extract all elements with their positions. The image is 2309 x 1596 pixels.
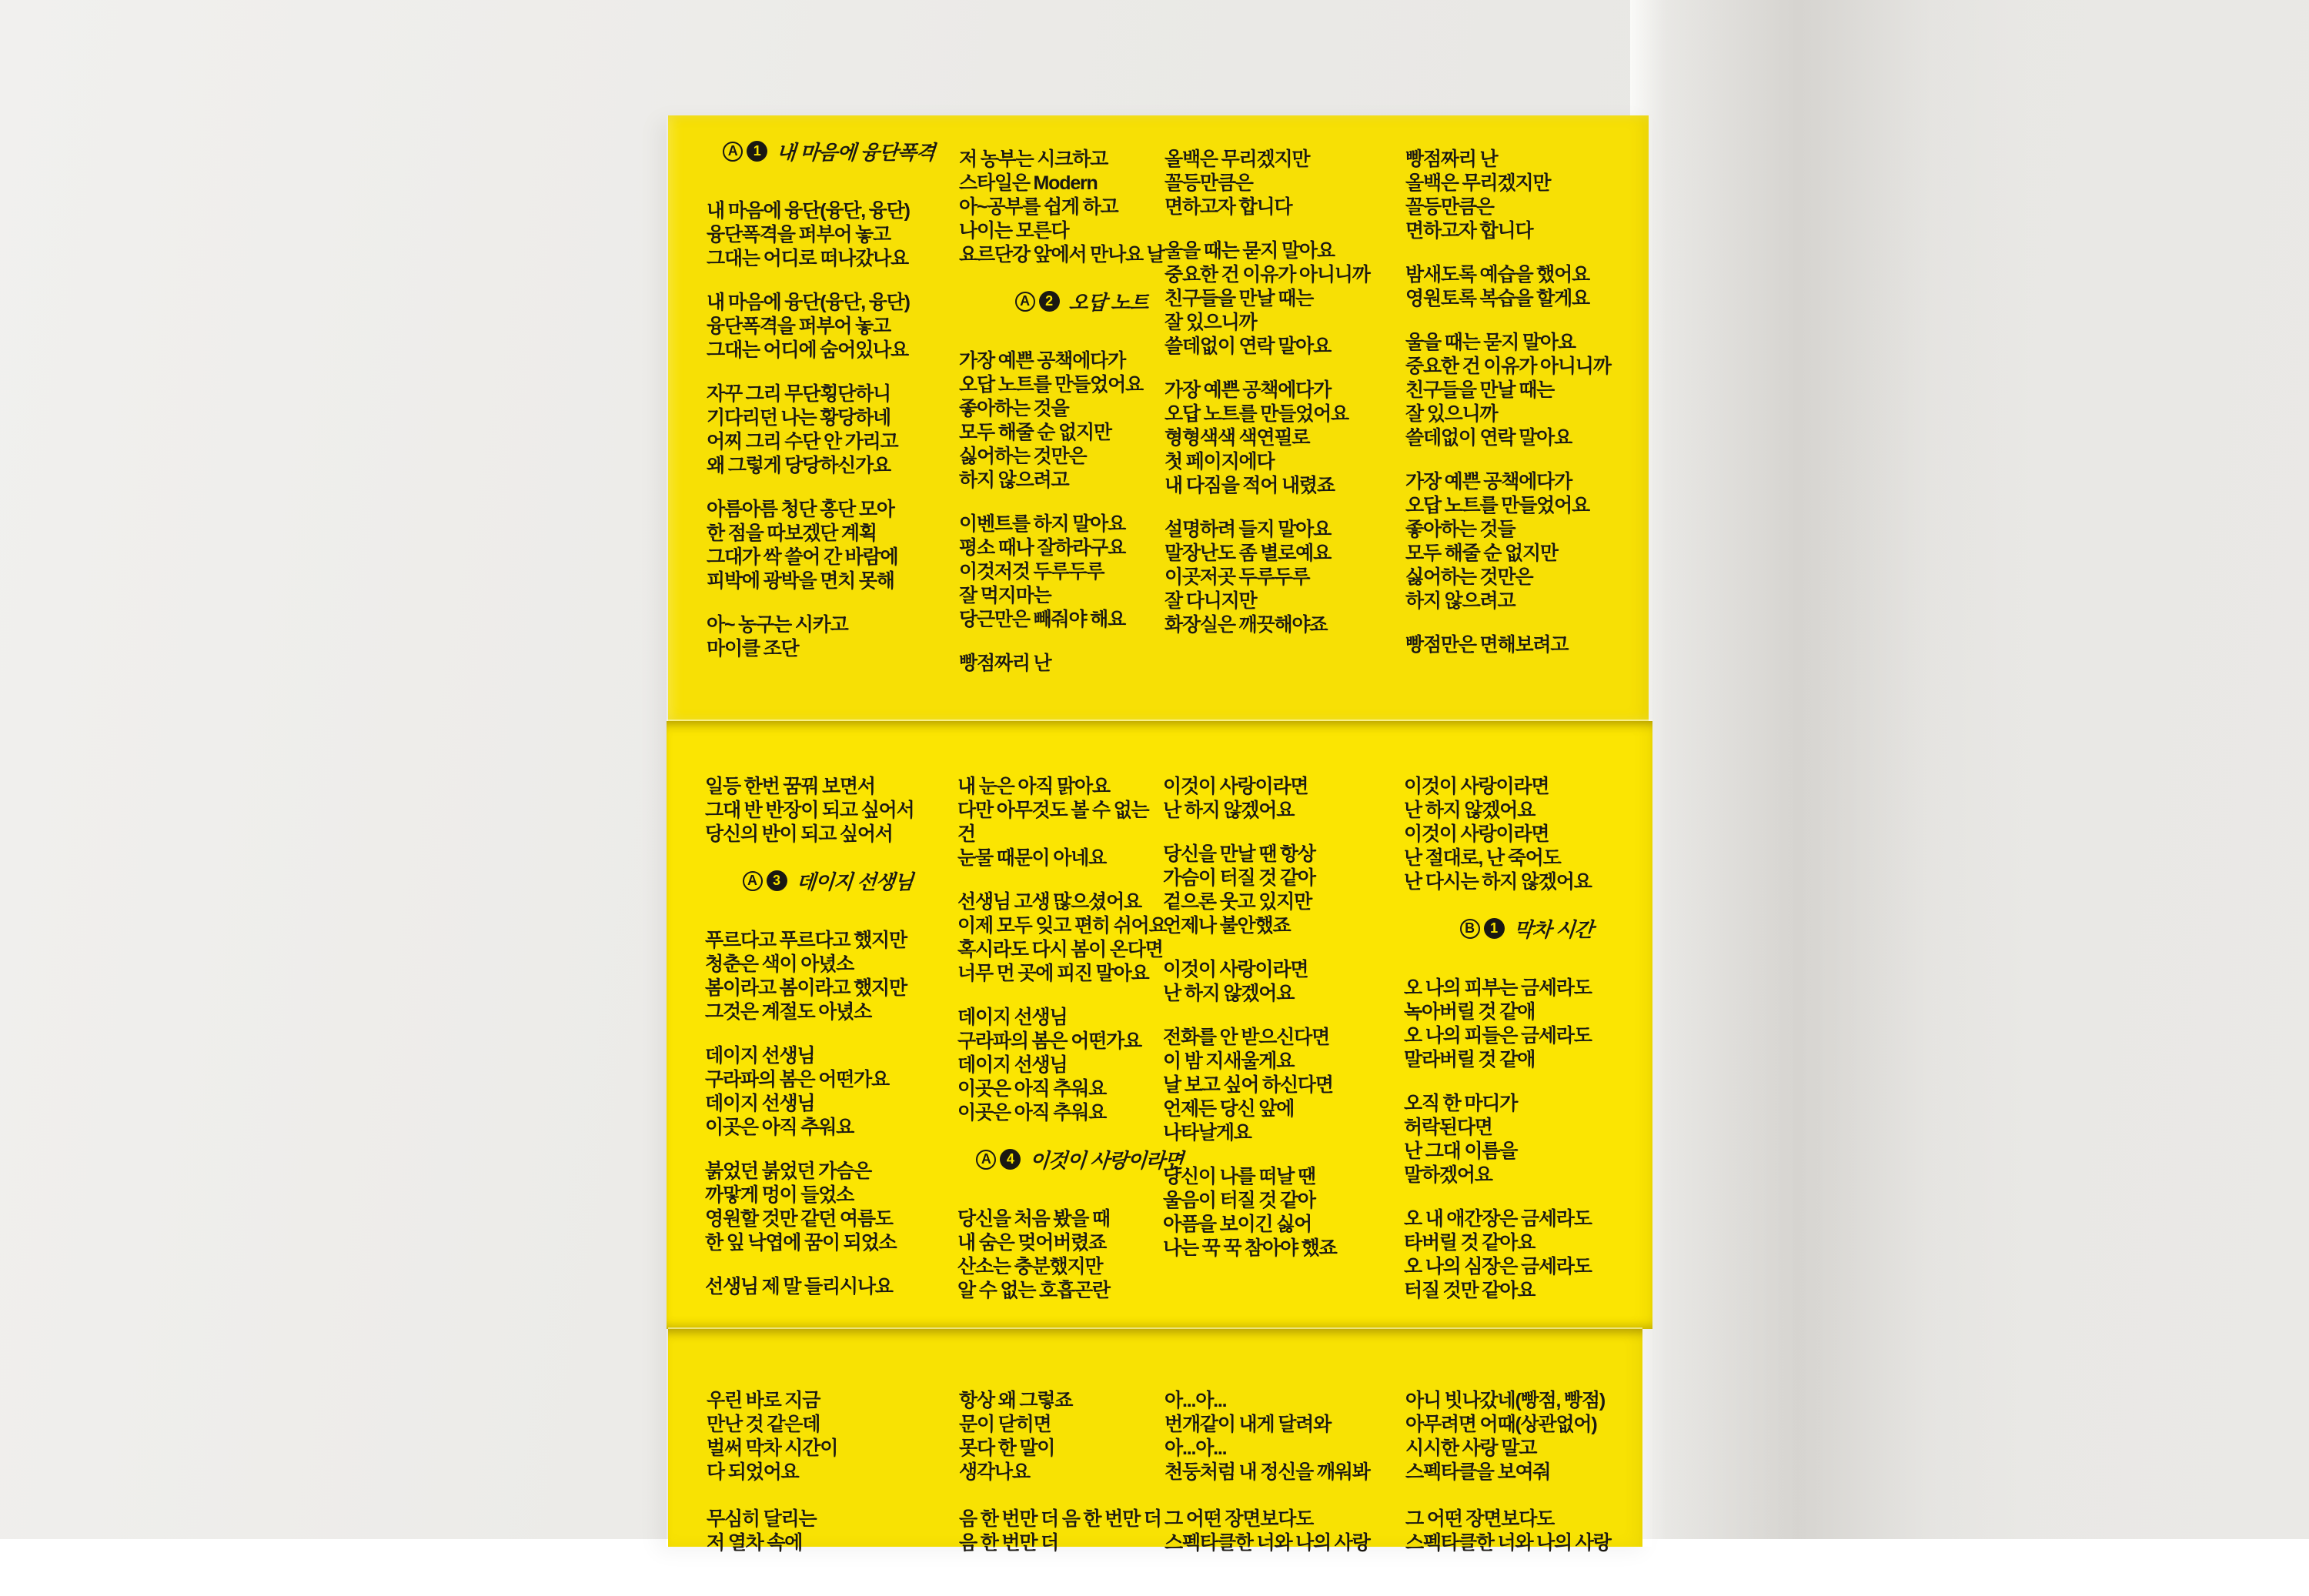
lyric-line: 올백은 무리겠지만 [1165,149,1310,170]
wall-shadow [1630,0,2030,1539]
lyric-line: 음 한 번만 더 [959,1532,1058,1554]
stanza [707,382,951,478]
lyric-line: 푸르다고 푸르다고 했지만 [705,930,907,951]
lyric-line: 이것이 사랑이라면 [1404,823,1549,845]
lyric-line: 자꾸 그리 무단횡단하니 [707,383,891,405]
lyric-line: 내 눈은 아직 맑아요 [957,776,1110,797]
lyric-line: 아니 빗나갔네(빵점, 빵점) [1405,1390,1605,1411]
lyric-line: 왜 그렇게 당당하신가요 [707,455,891,476]
lyric-line: 오 나의 심장은 금세라도 [1404,1256,1592,1277]
lyric-line: 오답 노트를 만들었어요 [959,374,1143,396]
song-title-text: 데이지 선생님 [795,870,914,893]
lyric-line: 오 나의 피들은 금세라도 [1404,1025,1592,1047]
stanza [707,291,951,362]
lyric-line: 쓸데없이 연락 말아요 [1405,427,1572,449]
lyric-line: 그대는 어디에 숨어있나요 [707,339,908,361]
stanza [1165,1389,1409,1484]
lyric-line: 아무려면 어때(상관없어) [1405,1414,1597,1435]
lyric-line: 밤새도록 예습을 했어요 [1405,264,1589,285]
lyric-line: 선생님 제 말 들리시나요 [705,1276,893,1297]
lyric-line: 구라파의 봄은 어떤가요 [957,1030,1141,1052]
lyric-line: 당신을 만날 땐 항상 [1163,843,1315,865]
side-letter-badge: A [1015,292,1035,312]
track-number-badge: 4 [1000,1149,1021,1170]
lyric-line: 이벤트를 하지 말아요 [959,513,1126,535]
lyric-line: 한 점을 따보겠단 계획 [707,523,877,544]
song-title-text: 이것이 사랑이라면 [1029,1149,1185,1172]
stanza [707,1389,951,1484]
lyric-line: 타버릴 것 같아요 [1404,1232,1535,1254]
side-letter-badge: A [976,1150,996,1170]
lyric-line: 음 한 번만 더 음 한 번만 더 [959,1508,1161,1530]
panel-bottom [668,1329,1642,1554]
lyric-line: 오답 노트를 만들었어요 [1405,495,1589,516]
lyric-line: 난 하지 않겠어요 [1404,800,1535,821]
lyric-line: 영원토록 복습을 할게요 [1405,288,1589,309]
lyric-line: 데이지 선생님 [957,1007,1068,1028]
track-number-badge: 1 [1484,918,1505,939]
lyric-line: 싫어하는 것만은 [1405,566,1533,588]
lyric-line: 울음이 터질 것 같아 [1163,1190,1315,1211]
lyric-line: 눈물 때문이 아네요 [957,847,1107,869]
lyric-line: 잘 다니지만 [1165,590,1257,612]
stanza [1405,148,1650,243]
lyric-line: 못다 한 말이 [959,1437,1055,1459]
lyric-line: 까맣게 멍이 들었소 [705,1184,854,1206]
lyric-line: 알 수 없는 호흡곤란 [957,1280,1110,1301]
lyric-line: 빵점짜리 난 [1405,149,1498,170]
song-title-text: 오답 노트 [1068,291,1149,314]
stanza [1165,148,1409,219]
lyric-line: 올백은 무리겠지만 [1405,172,1551,194]
lyric-line: 산소는 충분했지만 [957,1256,1103,1277]
stanza [1405,331,1650,450]
lyric-line: 아~공부를 쉽게 하고 [959,196,1118,218]
lyric-line: 나이는 모른다 [959,220,1069,242]
lyric-line: 난 하지 않겠어요 [1163,800,1295,821]
lyric-line: 한 잎 낙엽에 꿈이 되었소 [705,1232,897,1254]
lyric-line: 잘 먹지마는 [959,585,1051,606]
stanza [1163,958,1408,1006]
lyric-line: 언제든 당신 앞에 [1163,1098,1295,1120]
lyric-line: 이곳은 아직 추워요 [957,1102,1107,1124]
lyric-line: 시시한 사랑 말고 [1405,1437,1537,1459]
lyric-line: 꼴등만큼은 [1165,172,1253,194]
lyric-line: 영원할 것만 같던 여름도 [705,1208,893,1230]
lyric-line: 혹시라도 다시 봄이 온다면 [957,939,1163,960]
lyric-line: 말장난도 좀 별로예요 [1165,543,1332,564]
lyric-line: 요르단강 앞에서 만나요 날 [959,244,1165,265]
lyric-line: 난 하지 않겠어요 [1163,983,1295,1004]
lyric-line: 중요한 건 이유가 아니니까 [1165,264,1370,285]
panel-top [668,115,1649,721]
lyric-line: 화장실은 깨끗해야죠 [1165,614,1328,636]
lyric-line: 저 농부는 시크하고 [959,149,1108,170]
side-letter-badge: A [743,871,763,891]
song-title [705,866,950,895]
lyric-line: 면하고자 합니다 [1405,220,1533,242]
lyric-line: 난 그대 이름을 [1404,1140,1518,1162]
lyric-line: 그 어떤 장면보다도 [1405,1508,1555,1530]
lyric-line: 기다리던 나는 황당하네 [707,407,891,429]
lyric-line: 하지 않으려고 [959,469,1069,491]
lyric-line: 그대 반 반장이 되고 싶어서 [705,800,914,821]
lyric-line: 울을 때는 묻지 말아요 [1405,332,1576,353]
lyric-line: 데이지 선생님 [957,1054,1068,1076]
lyric-line: 융단폭격을 퍼부어 놓고 [707,316,891,337]
lyric-line: 평소 때나 잘하라구요 [959,537,1126,559]
stanza [707,199,951,271]
lyric-line: 가장 예쁜 공책에다가 [959,350,1126,372]
lyrics-sheet [667,115,1652,1554]
lyric-line: 천둥처럼 내 정신을 깨워봐 [1165,1461,1370,1483]
lyric-line: 스펙타클한 너와 나의 사랑 [1405,1532,1611,1554]
lyric-line: 당신을 처음 봤을 때 [957,1208,1110,1230]
lyric-line: 당신의 반이 되고 싶어서 [705,823,893,845]
lyric-line: 스타일은 Modern [959,172,1098,194]
lyrics-column [1165,115,1409,743]
lyric-line: 당근만은 빼줘야 해요 [959,609,1126,630]
stanza [705,929,950,1024]
track-number-badge: 1 [747,141,767,162]
lyrics-column [1165,1329,1409,1596]
lyric-line: 문이 닫히면 [959,1414,1051,1435]
stanza [1405,470,1650,613]
lyric-line: 나는 꾹 꾹 참아야 했죠 [1163,1237,1337,1259]
lyric-line: 겉으론 웃고 있지만 [1163,891,1312,913]
lyric-line: 데이지 선생님 [705,1093,815,1114]
lyric-line: 전화를 안 받으신다면 [1163,1027,1330,1048]
lyric-line: 이것이 사랑이라면 [1163,776,1308,797]
lyric-line: 생각나요 [959,1461,1030,1483]
lyric-line: 내 숨은 멎어버렸죠 [957,1232,1107,1254]
lyric-line: 내 마음에 융단(융단, 융단) [707,200,910,222]
lyric-line: 잘 있으니까 [1165,312,1257,333]
lyrics-column [707,1329,951,1596]
stanza [707,498,951,593]
lyric-line: 좋아하는 것을 [959,398,1069,419]
lyric-line: 오 내 애간장은 금세라도 [1404,1208,1592,1230]
lyric-line: 모두 해줄 순 없지만 [959,422,1111,443]
lyric-line: 당신이 나를 떠날 땐 [1163,1166,1315,1187]
stanza [1404,775,1649,894]
lyric-line: 싫어하는 것만은 [959,446,1087,467]
lyric-line: 다만 아무것도 볼 수 없는 [957,800,1149,821]
lyric-line: 선생님 고생 많으셨어요 [957,891,1141,913]
lyric-line: 빵점짜리 난 [959,653,1051,674]
lyric-line: 그 어떤 장면보다도 [1165,1508,1314,1530]
lyric-line: 언제나 불안했죠 [1163,915,1291,937]
lyric-line: 가장 예쁜 공책에다가 [1165,379,1332,401]
track-number-badge: 2 [1039,291,1060,312]
stanza [1163,1026,1408,1145]
lyric-line: 터질 것만 같아요 [1404,1280,1535,1301]
stanza [1163,843,1408,938]
lyric-line: 건 [957,823,975,845]
lyric-line: 그것은 계절도 아녔소 [705,1001,872,1023]
song-title [707,137,951,165]
stanza [1165,379,1409,498]
lyric-line: 아픔을 보이긴 싫어 [1163,1214,1312,1235]
lyric-line: 난 다시는 하지 않겠어요 [1404,871,1592,893]
lyric-line: 잘 있으니까 [1405,403,1498,425]
lyric-line: 그대는 어디로 떠나갔나요 [707,248,908,269]
stanza [705,775,950,846]
lyric-line: 내 다짐을 적어 내렸죠 [1165,475,1335,496]
lyrics-column [1405,115,1650,743]
lyric-line: 이곳은 아직 추워요 [957,1078,1107,1100]
lyric-line: 스펙타클한 너와 나의 사랑 [1165,1532,1370,1554]
lyric-line: 이곳저곳 두루두루 [1165,566,1310,588]
stanza [1404,977,1649,1072]
stanza [705,1160,950,1255]
lyric-line: 저 열차 속에 [707,1532,803,1554]
lyric-line: 설명하려 들지 말아요 [1165,519,1332,540]
stanza [1163,1165,1408,1260]
lyric-line: 이곳은 아직 추워요 [705,1117,854,1138]
lyric-line: 좋아하는 것들 [1405,519,1515,540]
lyric-line: 피박에 광박을 면치 못해 [707,570,894,592]
lyric-line: 울을 때는 묻지 말아요 [1165,240,1335,262]
lyric-line: 난 절대로, 난 죽어도 [1404,847,1561,869]
lyric-line: 녹아버릴 것 같애 [1404,1001,1535,1023]
stanza [1165,518,1409,637]
lyric-line: 이것이 사랑이라면 [1404,776,1549,797]
lyrics-column [707,115,951,743]
lyric-line: 다 되었어요 [707,1461,799,1483]
song-title-text: 내 마음에 융단폭격 [776,141,936,164]
stanza [1165,1508,1409,1555]
stanza [705,1275,950,1299]
lyric-line: 말라버릴 것 같애 [1404,1049,1535,1070]
side-letter-badge: A [723,142,743,162]
lyric-line: 아...아... [1165,1437,1227,1459]
lyrics-column [1404,721,1649,1372]
lyric-line: 우린 바로 지금 [707,1390,820,1411]
lyric-line: 이것저것 두루두루 [959,561,1104,583]
lyric-line: 어찌 그리 수단 안 가리고 [707,431,898,452]
lyric-line: 친구들을 만날 때는 [1405,379,1555,401]
lyric-line: 형형색색 색연필로 [1165,427,1310,449]
stanza [1165,239,1409,359]
lyric-line: 아...아... [1165,1390,1227,1411]
song-title-text: 막차 시간 [1512,918,1594,941]
lyric-line: 일등 한번 꿈꿔 보면서 [705,776,875,797]
lyric-line: 번개같이 내게 달려와 [1165,1414,1332,1435]
lyric-line: 구라파의 봄은 어떤가요 [705,1069,889,1090]
lyric-line: 허락된다면 [1404,1117,1492,1138]
lyric-line: 너무 먼 곳에 피진 말아요 [957,963,1149,984]
lyric-line: 아~ 농구는 시카고 [707,614,848,636]
lyric-line: 나타날게요 [1163,1122,1251,1144]
lyric-line: 친구들을 만날 때는 [1165,288,1314,309]
lyric-line: 모두 해줄 순 없지만 [1405,543,1558,564]
lyric-line: 봄이라고 봄이라고 했지만 [705,977,907,999]
side-letter-badge: B [1460,919,1480,939]
lyric-line: 마이클 조단 [707,638,799,659]
stanza [707,613,951,661]
stanza [1404,1207,1649,1303]
lyrics-column [1163,721,1408,1372]
stanza [707,1508,951,1555]
lyric-line: 무심히 달리는 [707,1508,817,1530]
lyric-line: 첫 페이지에다 [1165,451,1275,472]
lyric-line: 이것이 사랑이라면 [1163,959,1308,980]
lyric-line: 붉었던 붉었던 가슴은 [705,1160,872,1182]
lyric-line: 만난 것 같은데 [707,1414,820,1435]
lyric-line: 청춘은 색이 아녔소 [705,953,854,975]
lyric-line: 가슴이 터질 것 같아 [1163,867,1315,889]
lyric-line: 그대가 싹 쓸어 간 바람에 [707,546,898,568]
lyric-line: 항상 왜 그렇죠 [959,1390,1073,1411]
lyric-line: 빵점만은 면해보려고 [1405,634,1569,656]
lyric-line: 날 보고 싶어 하신다면 [1163,1074,1333,1096]
stanza [1405,1389,1650,1484]
lyric-line: 내 마음에 융단(융단, 융단) [707,292,910,313]
lyrics-column [705,721,950,1372]
lyric-line: 아름아름 청단 홍단 모아 [707,499,894,520]
lyric-line: 쓸데없이 연락 말아요 [1165,336,1332,357]
lyric-line: 오답 노트를 만들었어요 [1165,403,1348,425]
stanza [1404,1092,1649,1187]
lyrics-column [1405,1329,1650,1596]
stanza [1163,775,1408,823]
lyric-line: 이제 모두 잊고 편히 쉬어요 [957,915,1167,937]
lyric-line: 하지 않으려고 [1405,590,1515,612]
lyric-line: 스펙타클을 보여줘 [1405,1461,1551,1483]
panel-middle [667,721,1652,1329]
lyric-line: 말하겠어요 [1404,1164,1492,1186]
stanza [1405,263,1650,311]
lyric-line: 데이지 선생님 [705,1045,815,1067]
lyric-line: 융단폭격을 퍼부어 놓고 [707,224,891,245]
lyric-line: 오 나의 피부는 금세라도 [1404,977,1592,999]
lyric-line: 중요한 건 이유가 아니니까 [1405,356,1611,377]
song-title [1404,914,1649,943]
stanza [1405,1508,1650,1555]
lyric-line: 이 밤 지새울게요 [1163,1050,1295,1072]
stanza [1405,633,1650,657]
stanza [705,1044,950,1140]
track-number-badge: 3 [767,870,787,891]
lyric-line: 가장 예쁜 공책에다가 [1405,471,1572,492]
lyric-line: 오직 한 마디가 [1404,1093,1518,1114]
lyric-line: 벌써 막차 시간이 [707,1437,838,1459]
lyric-line: 면하고자 합니다 [1165,196,1292,218]
lyric-line: 꼴등만큼은 [1405,196,1494,218]
